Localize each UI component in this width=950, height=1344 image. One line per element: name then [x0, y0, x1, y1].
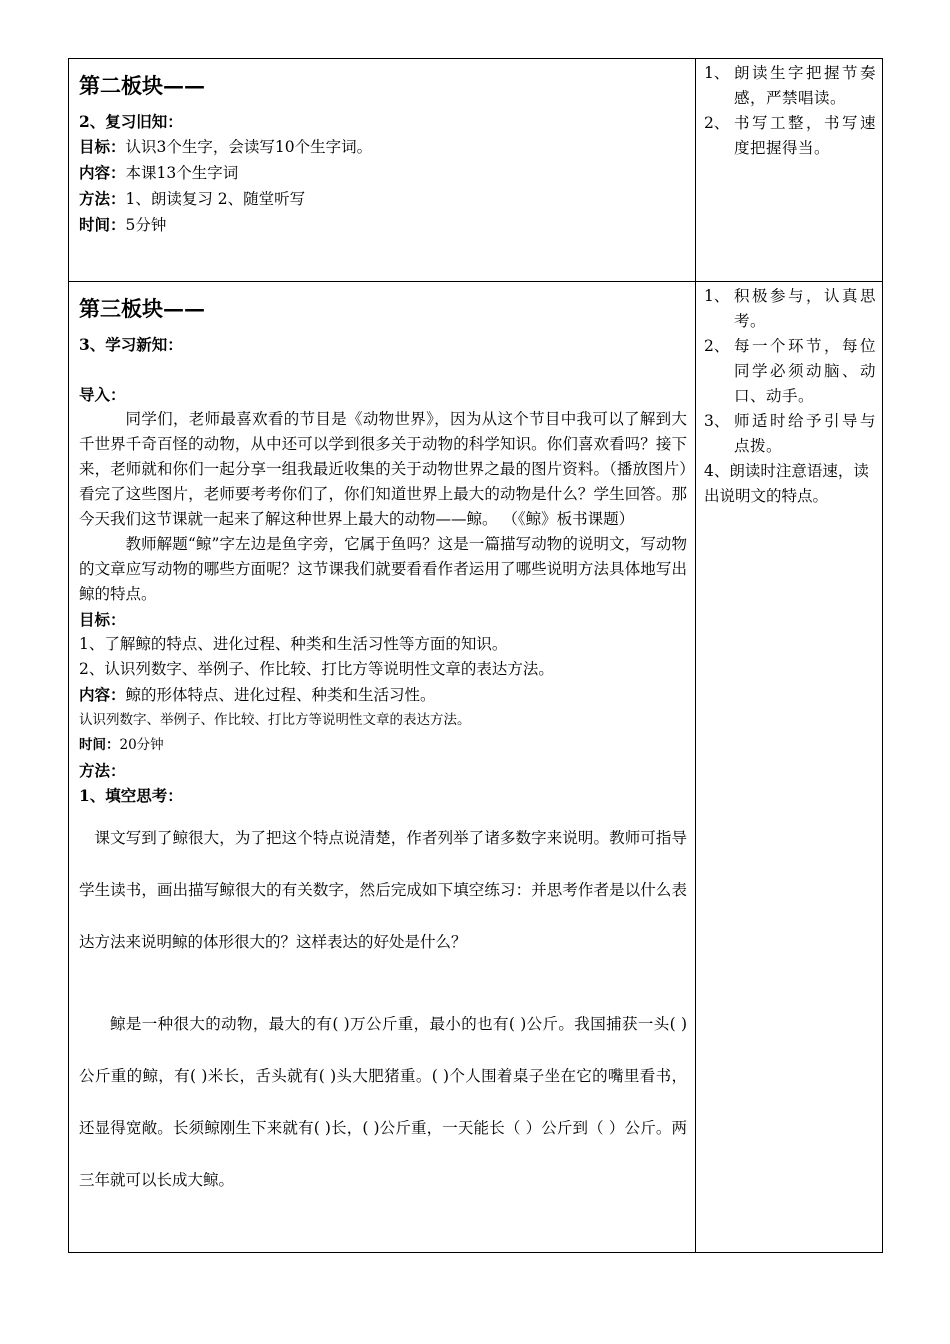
block2-side-text: 朗读生字把握节奏感，严禁唱读。: [734, 64, 876, 107]
block3-side-num: 2、: [704, 337, 730, 355]
block3-title: 第三板块——: [79, 296, 205, 321]
block3-side-item: [704, 334, 876, 409]
block3-side-item-4: 4、朗读时注意语速，读出说明文的特点。: [704, 462, 869, 505]
block3-time-label: 时间：: [79, 737, 120, 753]
block3-content-label: 内容：: [79, 685, 126, 704]
block2-method-label: 方法：: [79, 189, 126, 208]
block2-heading: 2、复习旧知：: [79, 112, 183, 131]
block3-goal-2: 2、认识列数字、举例子、作比较、打比方等说明性文章的表达方法。: [79, 660, 554, 678]
block2-method-text: 1、朗读复习 2、随堂听写: [125, 190, 306, 208]
block3-side-item: [704, 284, 876, 334]
block3-side-num: 3、: [704, 412, 730, 430]
block2-side-cell: [696, 59, 883, 282]
block2-goal-text: 认识3个生字，会读写10个生字词。: [125, 138, 373, 156]
block3-main-cell: [69, 282, 696, 1253]
block3-side-cell: [696, 282, 883, 1253]
block2-goal-label: 目标：: [79, 137, 126, 156]
block3-side-text: 积极参与，认真思考。: [734, 287, 876, 330]
block3-side-text: 每一个环节，每位同学必须动脑、动口、动手。: [734, 337, 876, 405]
fill-heading: 1、填空思考：: [79, 786, 183, 805]
block3-goal-1: 1、了解鲸的特点、进化过程、种类和生活习性等方面的知识。: [79, 635, 508, 653]
block2-content-text: 本课13个生字词: [125, 164, 239, 182]
block2-row: [69, 59, 883, 282]
fill-description: 课文写到了鲸很大，为了把这个特点说清楚，作者列举了诸多数字来说明。教师可指导学生读书，画出描写鲸很大的有关数字，然后完成如下填空练习：并思考作者是以什么表达方法来说明鲸的体形很大的？这样表达的好处是什么？: [79, 829, 687, 951]
block2-side-text: 书写工整，书写速度把握得当。: [734, 114, 876, 157]
block2-side-num: 1、: [704, 64, 730, 82]
lesson-plan-table: [68, 58, 883, 1253]
block3-content-text: 鲸的形体特点、进化过程、种类和生活习性。: [125, 686, 436, 704]
block3-goal-label: 目标：: [79, 610, 126, 629]
block2-content-label: 内容：: [79, 163, 126, 182]
block2-title: 第二板块——: [79, 73, 205, 98]
intro-paragraph-2: 教师解题“鲸”字左边是鱼字旁，它属于鱼吗？这是一篇描写动物的说明文，写动物的文章应写动物的哪些方面呢？这节课我们就要看看作者运用了哪些说明方法具体地写出鲸的特点。: [79, 535, 687, 603]
block3-side-num: 1、: [704, 287, 730, 305]
block3-content-text-2: 认识列数字、举例子、作比较、打比方等说明性文章的表达方法。: [79, 712, 471, 728]
block2-main-cell: [69, 59, 696, 282]
block3-row: [69, 282, 883, 1253]
block3-time-text: 20分钟: [119, 737, 164, 753]
intro-paragraph-1: 同学们，老师最喜欢看的节目是《动物世界》，因为从这个节目中我可以了解到大千世界千奇百怪的动物，从中还可以学到很多关于动物的科学知识。你们喜欢看吗？接下来，老师就和你们一起分享一组我最近收集的关于动物世界之最的图片资料。（播放图片）看完了这些图片，老师要考考你们了，你们知道世界上最大的动物是什么？学生回答。那今天我们这节课就一起来了解这种世界上最大的动物——鲸。 （《鲸》板书课题）: [79, 410, 687, 528]
intro-label: 导入：: [79, 385, 126, 404]
block2-side-item: [704, 61, 876, 111]
block2-side-item: [704, 111, 876, 161]
fill-exercise: 鲸是一种很大的动物，最大的有( )万公斤重，最小的也有( )公斤。我国捕获一头( )公斤重的鲸，有( )米长，舌头就有( )头大肥猪重。( )个人围着桌子坐在它的嘴里看书，还显得宽敞。长须鲸刚生下来就有( )长，( )公斤重，一天能长（ ）公斤到（ ）公斤。两三年就可以长成大鲸。: [79, 1015, 687, 1189]
block2-time-text: 5分钟: [125, 216, 167, 234]
block3-side-text: 师适时给予引导与点拨。: [734, 412, 876, 455]
block2-side-num: 2、: [704, 114, 730, 132]
block3-method-label: 方法：: [79, 761, 126, 780]
block3-heading: 3、学习新知：: [79, 335, 183, 354]
block3-side-item: [704, 409, 876, 459]
block2-time-label: 时间：: [79, 215, 126, 234]
